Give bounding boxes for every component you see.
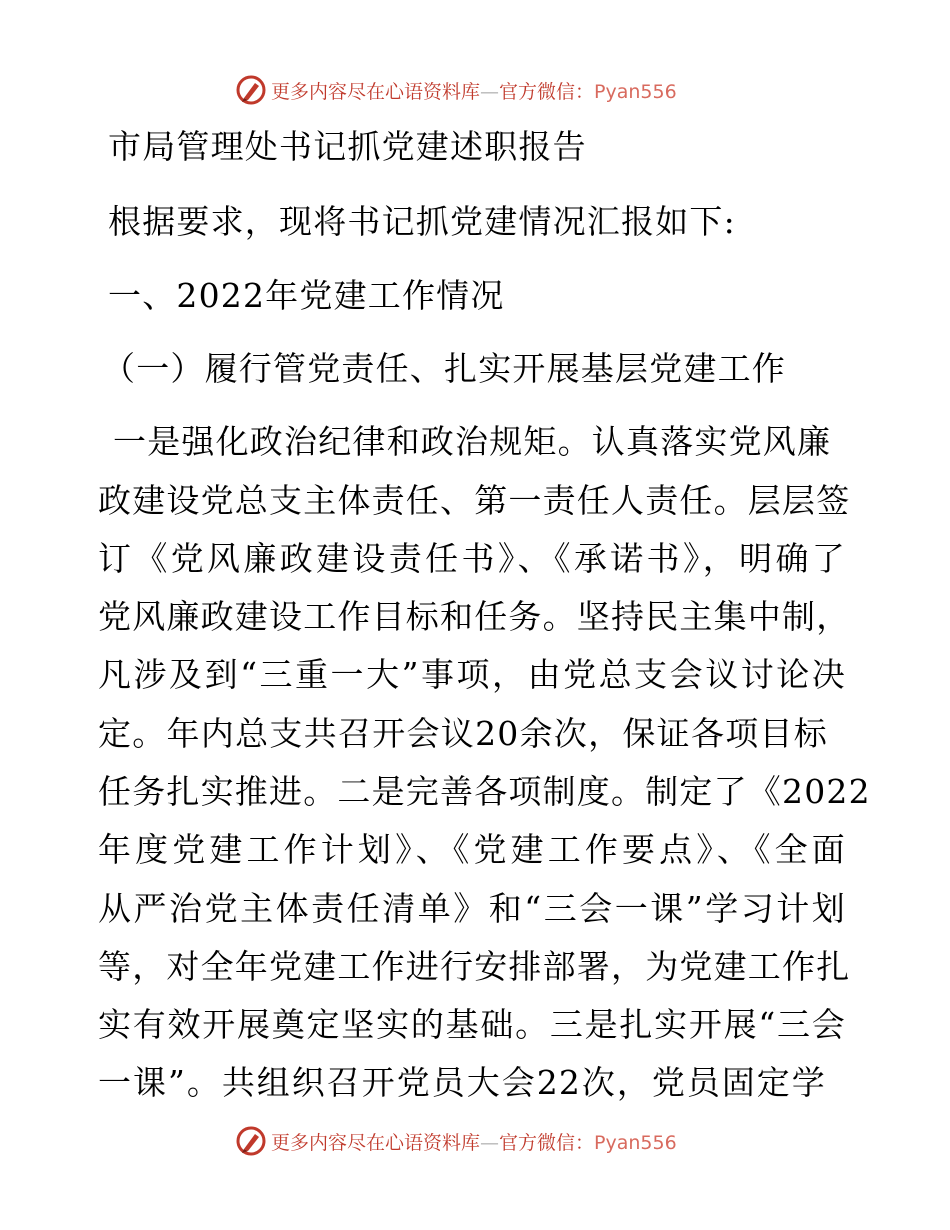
watermark-brand: 更多内容尽在心语资料库 [271,80,481,103]
body-line: 凡涉及到“三重一大”事项，由党总支会议讨论决 [98,655,846,694]
document-title: 市局管理处书记抓党建述职报告 [108,127,587,166]
watermark-text [271,77,677,104]
body-line: 等，对全年党建工作进行安排部署，为党建工作扎 [98,947,851,986]
watermark-official-label: 官方微信： [499,80,595,103]
watermark-wechat-id: Pyan556 [594,1131,677,1154]
watermark-text [271,1128,677,1155]
body-line: 党风廉政建设工作目标和任务。坚持民主集中制， [98,597,851,636]
body-line: 订《党风廉政建设责任书》、《承诺书》，明确了 [98,539,846,578]
body-line: 政建设党总支主体责任、第一责任人责任。层层签 [98,481,851,520]
body-line: 一课”。共组织召开党员大会22次，党员固定学 [98,1063,826,1102]
document-intro: 根据要求，现将书记抓党建情况汇报如下: [108,202,736,241]
body-line: 从严治党主体责任清单》和“三会一课”学习计划 [98,889,846,928]
body-line: 年度党建工作计划》、《党建工作要点》、《全面 [98,830,846,869]
body-line: 定。年内总支共召开会议20余次，保证各项目标 [98,714,828,753]
watermark-official-label: 官方微信： [499,1131,595,1154]
body-line: 任务扎实推进。二是完善各项制度。制定了《2022 [98,772,871,811]
body-line: 一是强化政治纪律和政治规矩。认真落实党风廉 [113,422,832,461]
watermark-footer [235,1124,715,1158]
watermark-brand: 更多内容尽在心语资料库 [271,1131,481,1154]
section-heading: 一、2022年党建工作情况 [108,276,505,315]
pen-logo-icon [235,1125,267,1157]
watermark-header [235,73,715,107]
body-line: 实有效开展奠定坚实的基础。三是扎实开展“三会 [98,1005,846,1044]
watermark-wechat-id: Pyan556 [594,80,677,103]
watermark-separator: — [480,80,500,103]
pen-logo-icon [235,74,267,106]
watermark-separator: — [480,1131,500,1154]
subsection-heading: （一）履行管党责任、扎实开展基层党建工作 [102,349,786,388]
